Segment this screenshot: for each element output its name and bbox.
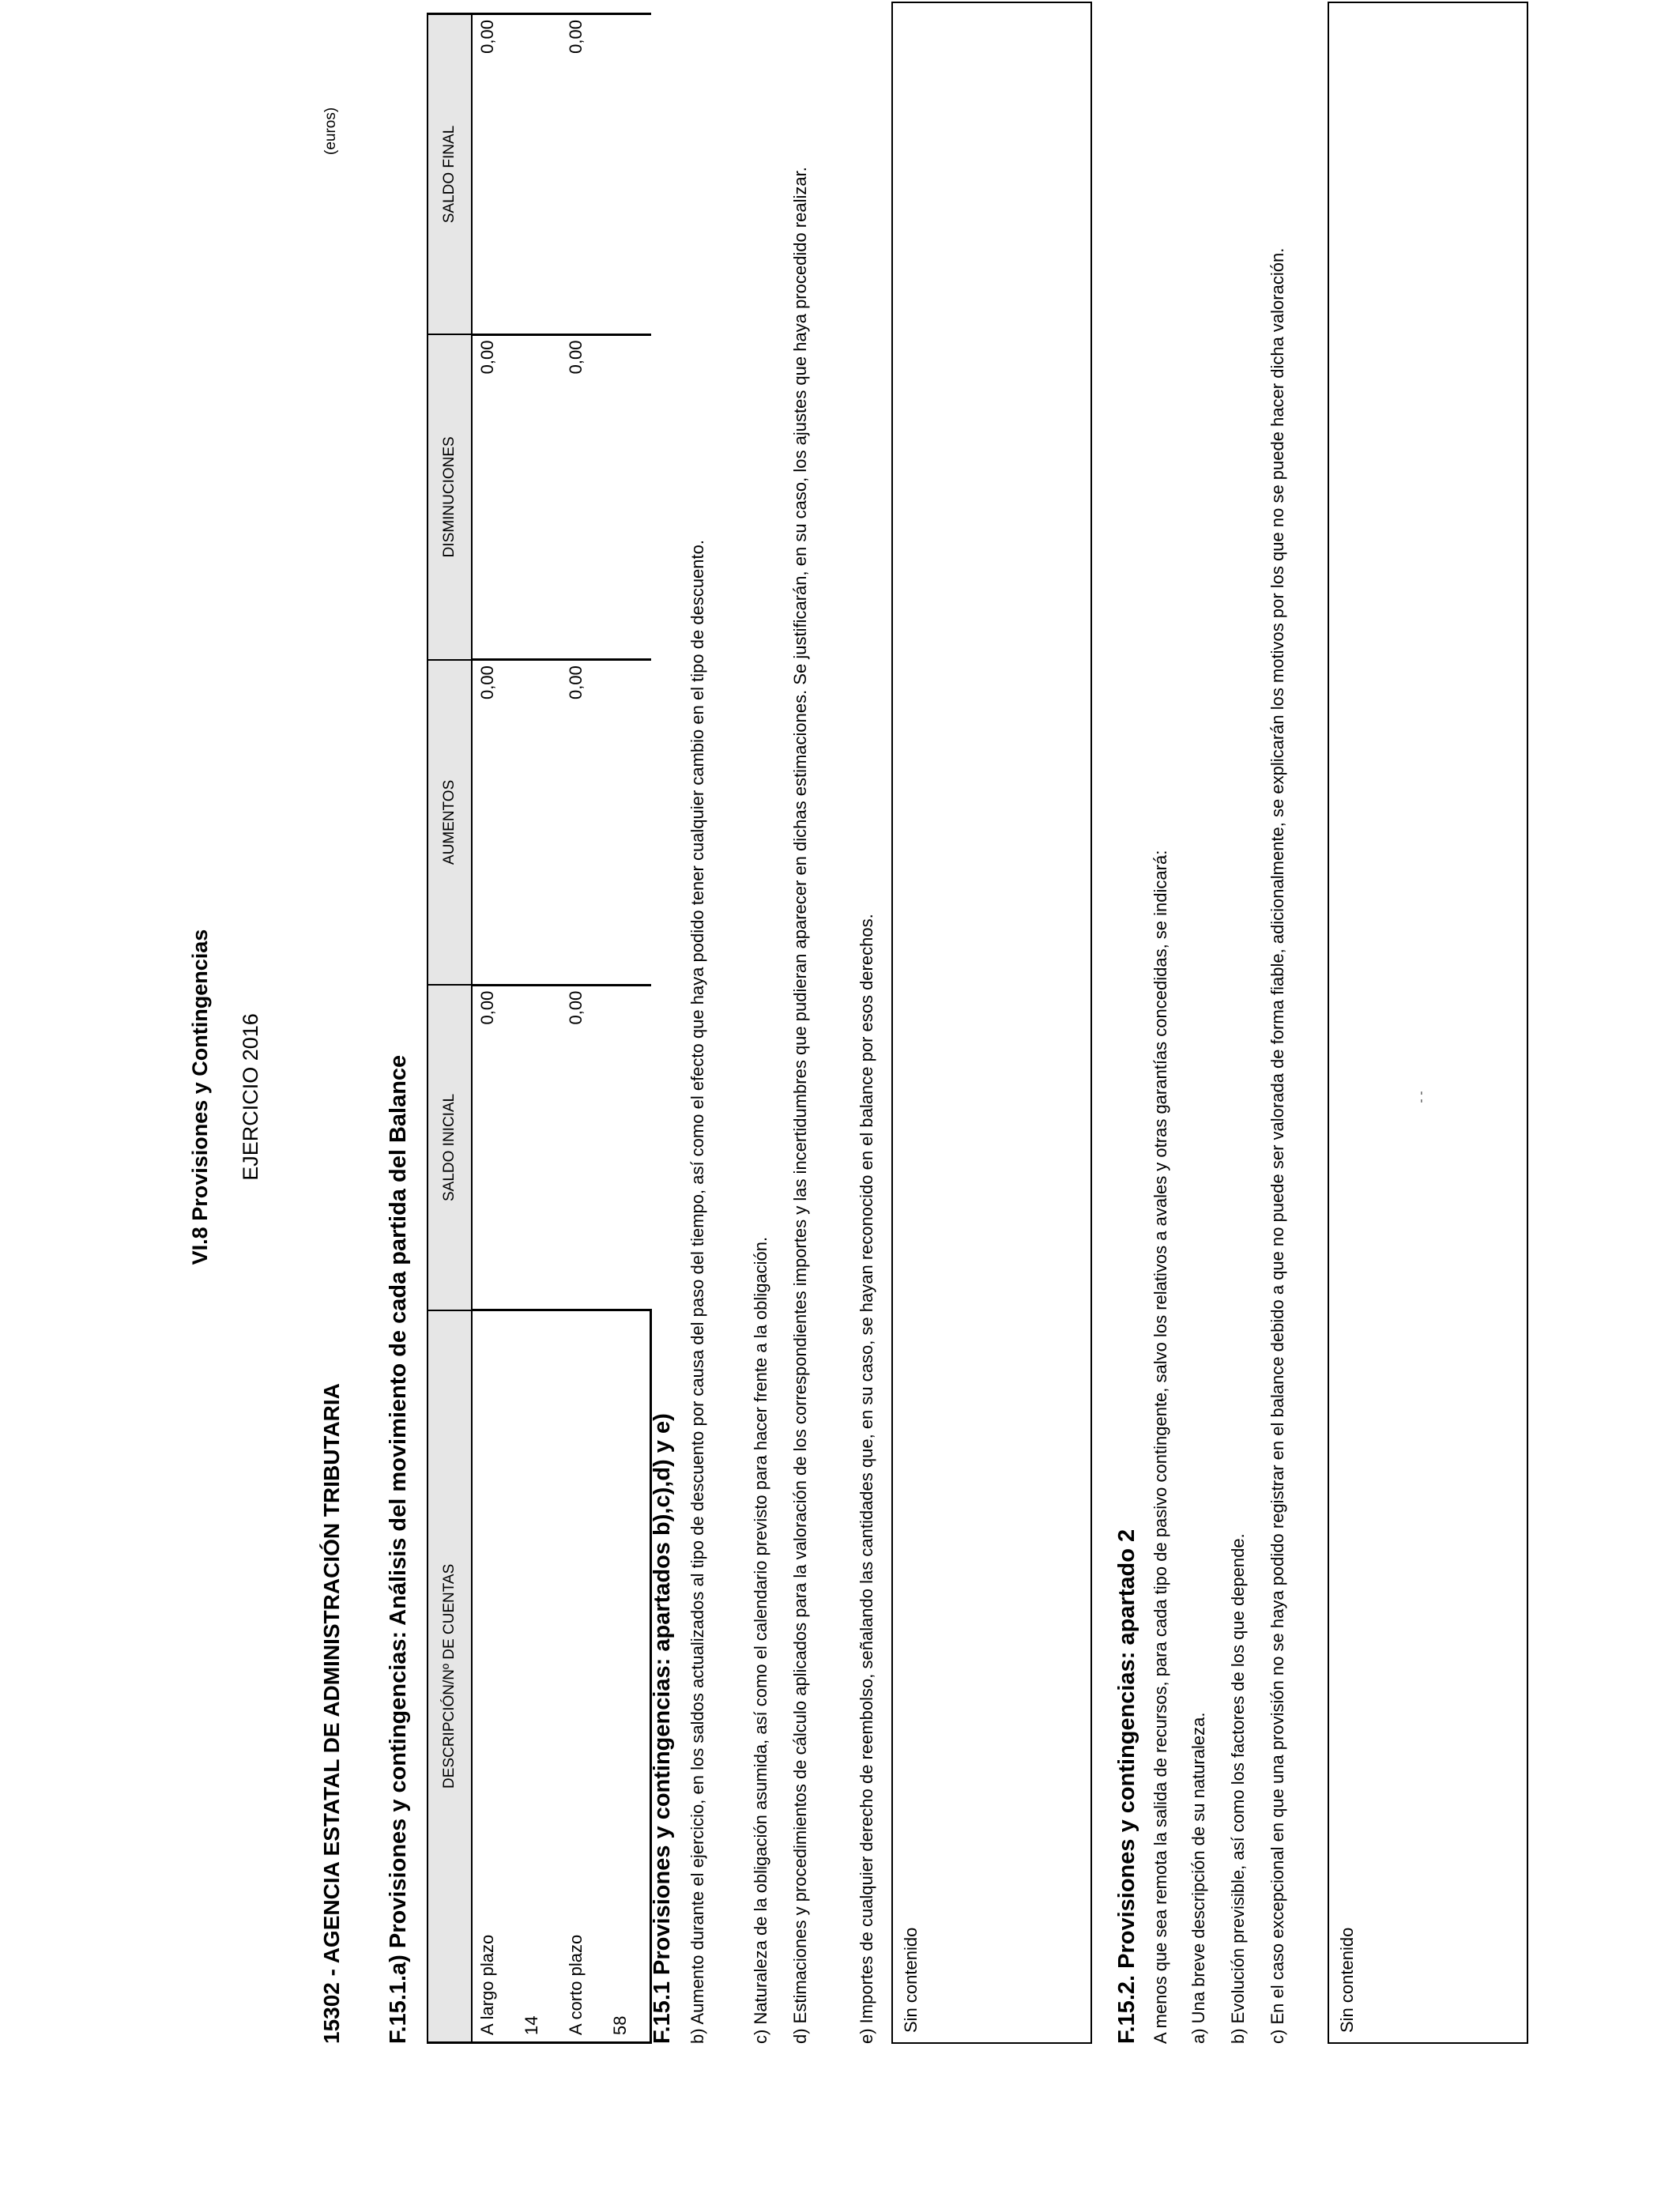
units-label: (euros) (322, 107, 339, 155)
section-151-b: b) Aumento durante el ejercicio, en los saldos actualizados al tipo de descuento por causa del paso del tiempo, así como el efecto que haya podido tener cualquier cambio en el tipo de descuento. (687, 540, 707, 2044)
section-152-a: a) Una breve descripción de su naturaleza. (1188, 1712, 1208, 2044)
col-saldo-final: SALDO FINAL (428, 14, 472, 335)
row-desc: A corto plazo (561, 1310, 605, 2043)
section-151-content-box (891, 2, 1092, 2044)
section-152-c: c) En el caso excepcional en que una provisión no se haya podido registrar en el balance debido a que no puede ser valorada de forma fiable, adicionalmente, se explicarán los motivos por los que no se puede hacer dicha valoración. (1268, 247, 1287, 2044)
ejercicio-label: EJERCICIO 2016 (239, 1013, 262, 1181)
col-descripcion: DESCRIPCIÓN/Nº DE CUENTAS (428, 1310, 472, 2043)
provisions-table (427, 13, 652, 2044)
entity-name: 15302 - AGENCIA ESTATAL DE ADMINISTRACIÓN TRIBUTARIA (319, 1383, 344, 2044)
section-151-e: e) Importes de cualquier derecho de reembolso, señalando las cantidades que, en su caso, se hayan reconocido en el balance por esos derechos. (857, 914, 876, 2044)
section-152-content: Sin contenido (1337, 1927, 1357, 2033)
page-mark: - - (1414, 1091, 1428, 1103)
col-saldo-inicial: SALDO INICIAL (428, 985, 472, 1310)
row-saldo-inicial: 0,00 (472, 985, 561, 1310)
row-disminuciones: 0,00 (472, 334, 561, 660)
section-152-b: b) Evolución previsible, así como los factores de los que depende. (1228, 1533, 1248, 2044)
section-151-title: F.15.1 Provisiones y contingencias: apartados b),c),d) y e) (650, 1413, 675, 2044)
section-151-c: c) Naturaleza de la obligación asumida, así como el calendario previsto para hacer frente a la obligación. (751, 1236, 770, 2044)
row-saldo-inicial: 0,00 (561, 985, 651, 1310)
row-desc: A largo plazo (472, 1310, 517, 2043)
row-account: 58 (605, 1310, 651, 2043)
page-title: VI.8 Provisiones y Contingencias (188, 929, 212, 1265)
section-151-content: Sin contenido (901, 1927, 921, 2033)
table-header-row (428, 14, 472, 2043)
col-aumentos: AUMENTOS (428, 660, 472, 986)
row-aumentos: 0,00 (561, 660, 651, 986)
table-row (561, 14, 605, 2043)
row-saldo-final: 0,00 (472, 14, 561, 335)
col-disminuciones: DISMINUCIONES (428, 334, 472, 660)
row-aumentos: 0,00 (472, 660, 561, 986)
row-saldo-final: 0,00 (561, 14, 651, 335)
section-151-d: d) Estimaciones y procedimientos de cálculo aplicados para la valoración de los correspondientes importes y las incertidumbres que pudieran aparecer en dichas estimaciones. Se justificarán, en su caso, los ajustes que haya procedido realizar. (790, 167, 810, 2044)
section-152-title: F.15.2. Provisiones y contingencias: apartado 2 (1114, 1529, 1139, 2044)
section-152-intro: A menos que sea remota la salida de recursos, para cada tipo de pasivo contingente, salvo los relativos a avales y otras garantías concedidas, se indicará: (1151, 850, 1170, 2044)
table-row (472, 14, 517, 2043)
row-account: 14 (517, 1310, 561, 2043)
row-disminuciones: 0,00 (561, 334, 651, 660)
table-section-title: F.15.1.a) Provisiones y contingencias: Análisis del movimiento de cada partida del Balance (386, 1054, 411, 2044)
